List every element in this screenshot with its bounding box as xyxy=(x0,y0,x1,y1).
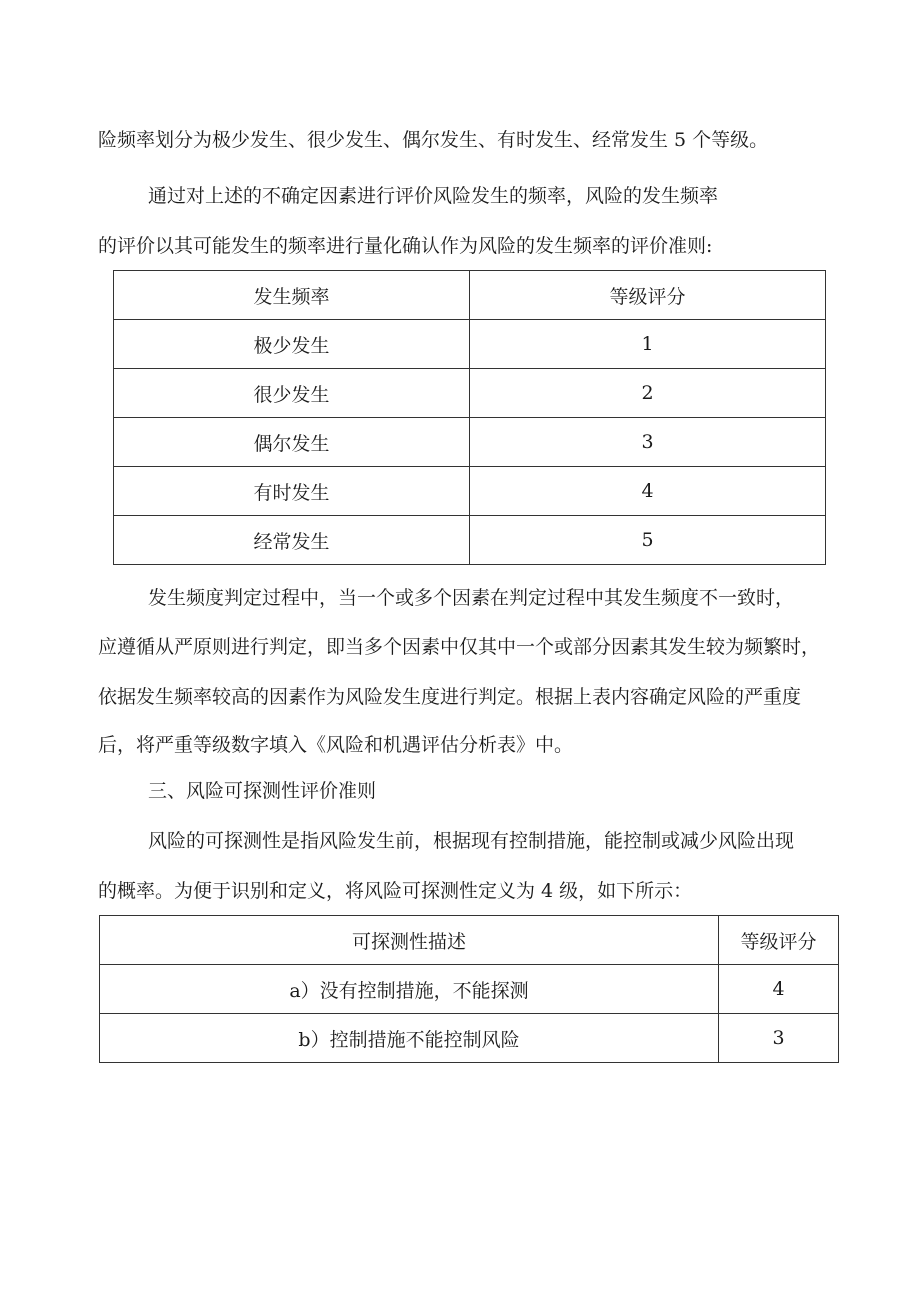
detectability-table xyxy=(99,915,839,1063)
paragraph-judgement-line-3: 依据发生频率较高的因素作为风险发生度进行判定。根据上表内容确定风险的严重度 xyxy=(98,686,802,708)
paragraph-judgement-line-2: 应遵循从严原则进行判定，即当多个因素中仅其中一个或部分因素其发生较为频繁时， xyxy=(98,636,821,658)
table-cell: 有时发生 xyxy=(114,467,470,516)
paragraph-frequency-line-1: 通过对上述的不确定因素进行评价风险发生的频率，风险的发生频率 xyxy=(148,185,719,207)
table-header-cell: 等级评分 xyxy=(719,916,839,965)
table-cell: 1 xyxy=(470,320,826,369)
table-cell: 2 xyxy=(470,369,826,418)
table-cell: a）没有控制措施，不能探测 xyxy=(100,965,719,1014)
table-header-row xyxy=(100,916,839,965)
paragraph-detectability-line-1: 风险的可探测性是指风险发生前，根据现有控制措施，能控制或减少风险出现 xyxy=(148,830,795,852)
section-heading: 三、风险可探测性评价准则 xyxy=(148,780,377,802)
paragraph-detectability-line-2: 的概率。为便于识别和定义，将风险可探测性定义为 4 级，如下所示： xyxy=(98,880,693,902)
frequency-table xyxy=(113,270,826,565)
table-row xyxy=(114,320,826,369)
table-cell: 经常发生 xyxy=(114,516,470,565)
table-row xyxy=(114,516,826,565)
table-row xyxy=(114,418,826,467)
table-row xyxy=(114,369,826,418)
table-row xyxy=(100,965,839,1014)
table-row xyxy=(114,467,826,516)
paragraph-frequency-line-2: 的评价以其可能发生的频率进行量化确认作为风险的发生频率的评价准则: xyxy=(98,235,713,257)
table-header-cell: 发生频率 xyxy=(114,271,470,320)
paragraph-judgement-line-4: 后，将严重等级数字填入《风险和机遇评估分析表》中。 xyxy=(98,734,574,756)
table-cell: 极少发生 xyxy=(114,320,470,369)
table-cell: b）控制措施不能控制风险 xyxy=(100,1014,719,1063)
table-cell: 5 xyxy=(470,516,826,565)
table-header-cell: 可探测性描述 xyxy=(100,916,719,965)
table-header-row xyxy=(114,271,826,320)
table-cell: 3 xyxy=(470,418,826,467)
table-cell: 很少发生 xyxy=(114,369,470,418)
table-header-cell: 等级评分 xyxy=(470,271,826,320)
table-row xyxy=(100,1014,839,1063)
table-cell: 4 xyxy=(470,467,826,516)
table-cell: 3 xyxy=(719,1014,839,1063)
table-cell: 偶尔发生 xyxy=(114,418,470,467)
paragraph-judgement-line-1: 发生频度判定过程中，当一个或多个因素在判定过程中其发生频度不一致时， xyxy=(148,587,795,609)
table-cell: 4 xyxy=(719,965,839,1014)
paragraph-intro-tail: 险频率划分为极少发生、很少发生、偶尔发生、有时发生、经常发生 5 个等级。 xyxy=(98,129,769,151)
